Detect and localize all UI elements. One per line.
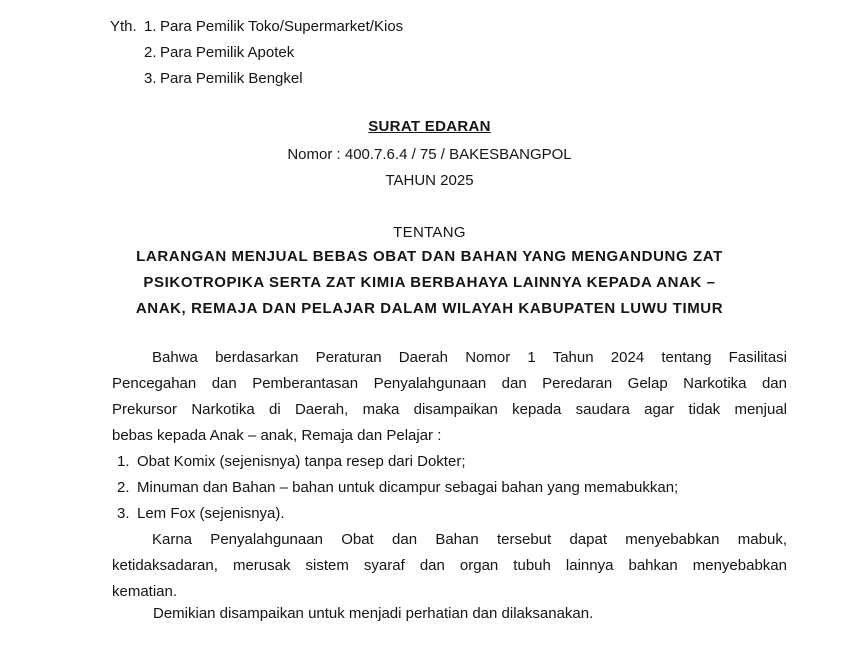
addressee-text: Para Pemilik Apotek: [160, 44, 295, 61]
addressee-row: [110, 14, 403, 40]
list-number: 1.: [117, 453, 130, 470]
addressee-text: Para Pemilik Toko/Supermarket/Kios: [160, 18, 404, 35]
prohibited-items-list: [117, 449, 678, 527]
about-heading: TENTANG: [393, 224, 466, 241]
subject-heading: [0, 244, 859, 322]
addressee-row: [110, 66, 403, 92]
closing-paragraph: Demikian disampaikan untuk menjadi perhatian dan dilaksanakan.: [153, 605, 594, 622]
list-item: [117, 501, 678, 527]
paragraph-line: Pencegahan dan Pemberantasan Penyalahgunaan dan Peredaran Gelap Narkotika dan: [112, 375, 787, 392]
addressee-number: 3.: [144, 70, 157, 87]
paragraph-line: ketidaksadaran, merusak sistem syaraf dan organ tubuh lainnya bahkan menyebabkan: [112, 557, 787, 574]
list-text: Minuman dan Bahan – bahan untuk dicampur sebagai bahan yang memabukkan;: [137, 479, 679, 496]
addressee-row: [110, 40, 403, 66]
addressee-text: Para Pemilik Bengkel: [160, 70, 303, 87]
list-text: Lem Fox (sejenisnya).: [137, 505, 285, 522]
reason-paragraph: [112, 527, 787, 605]
subject-line: LARANGAN MENJUAL BEBAS OBAT DAN BAHAN YANG MENGANDUNG ZAT: [136, 248, 723, 265]
intro-paragraph: [112, 345, 787, 449]
addressee-number: 1.: [144, 18, 157, 35]
list-item: [117, 449, 678, 475]
addressee-block: [110, 14, 403, 92]
list-text: Obat Komix (sejenisnya) tanpa resep dari Dokter;: [137, 453, 466, 470]
document-year: TAHUN 2025: [385, 172, 474, 189]
addressee-salutation: Yth.: [110, 18, 137, 35]
list-number: 3.: [117, 505, 130, 522]
paragraph-line: Prekursor Narkotika di Daerah, maka disampaikan kepada saudara agar tidak menjual: [112, 401, 787, 418]
addressee-number: 2.: [144, 44, 157, 61]
paragraph-line: kematian.: [112, 583, 178, 600]
paragraph-line: Karna Penyalahgunaan Obat dan Bahan tersebut dapat menyebabkan mabuk,: [152, 531, 787, 548]
list-number: 2.: [117, 479, 130, 496]
document-title: SURAT EDARAN: [368, 118, 491, 135]
list-item: [117, 475, 678, 501]
subject-line: PSIKOTROPIKA SERTA ZAT KIMIA BERBAHAYA LAINNYA KEPADA ANAK –: [143, 274, 716, 291]
subject-line: ANAK, REMAJA DAN PELAJAR DALAM WILAYAH KABUPATEN LUWU TIMUR: [135, 300, 724, 317]
paragraph-line: bebas kepada Anak – anak, Remaja dan Pelajar :: [112, 427, 442, 444]
document-number: Nomor : 400.7.6.4 / 75 / BAKESBANGPOL: [287, 146, 572, 163]
paragraph-line: Bahwa berdasarkan Peraturan Daerah Nomor 1 Tahun 2024 tentang Fasilitasi: [152, 349, 787, 366]
